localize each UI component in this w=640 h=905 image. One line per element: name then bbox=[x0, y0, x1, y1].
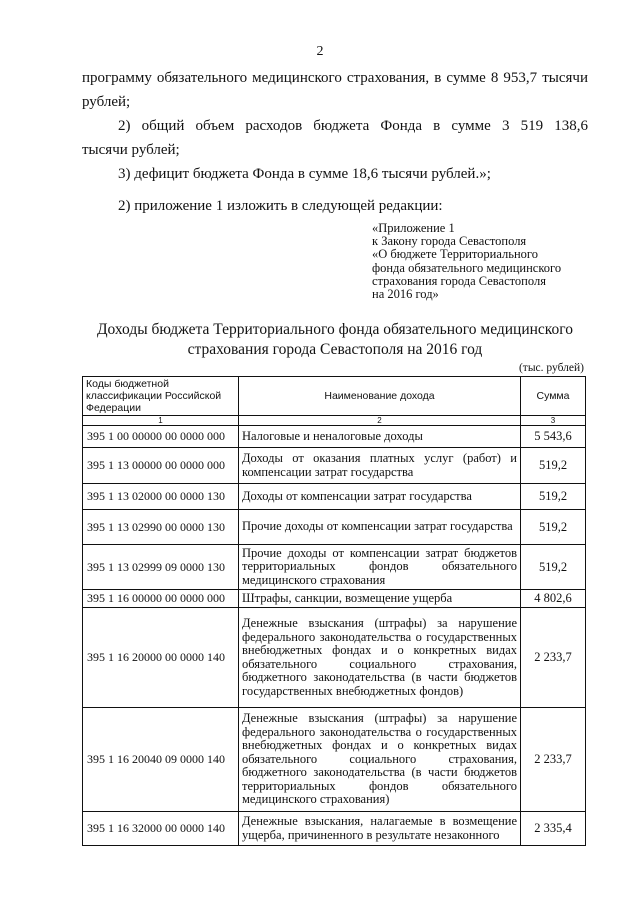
row-name: Денежные взыскания, налагаемые в возмещение ущерба, причиненного в результате незаконного bbox=[239, 812, 521, 846]
row-sum: 4 802,6 bbox=[521, 590, 586, 608]
appendix-line: к Закону города Севастополя bbox=[372, 234, 527, 249]
row-sum: 519,2 bbox=[521, 448, 586, 484]
row-sum: 2 233,7 bbox=[521, 608, 586, 708]
row-code: 395 1 13 00000 00 0000 000 bbox=[83, 448, 239, 484]
appendix-line: страхования города Севастополя bbox=[372, 273, 546, 288]
header-code: Коды бюджетной классификации Российской Федерации bbox=[83, 377, 239, 416]
paragraph-1-line-1: программу обязательного медицинского страхования, в сумме 8 953,7 тысячи bbox=[82, 70, 588, 86]
appendix-line: на 2016 год» bbox=[372, 287, 439, 302]
row-sum: 2 233,7 bbox=[521, 708, 586, 812]
row-code: 395 1 16 20040 09 0000 140 bbox=[83, 708, 239, 812]
table-row bbox=[83, 545, 586, 590]
table-row bbox=[83, 590, 586, 608]
row-name: Доходы от оказания платных услуг (работ) и компенсации затрат государства bbox=[239, 448, 521, 484]
header-sum: Сумма bbox=[521, 377, 586, 416]
row-sum: 519,2 bbox=[521, 510, 586, 545]
column-number: 1 bbox=[83, 416, 239, 426]
header-name: Наименование дохода bbox=[239, 377, 521, 416]
table-row bbox=[83, 426, 586, 448]
title-line-1: Доходы бюджета Территориального фонда обязательного медицинского bbox=[96, 321, 574, 338]
appendix-line: «Приложение 1 bbox=[372, 221, 455, 235]
column-number: 2 bbox=[239, 416, 521, 426]
table-row bbox=[83, 608, 586, 708]
row-sum: 5 543,6 bbox=[521, 426, 586, 448]
paragraph-3: 3) дефицит бюджета Фонда в сумме 18,6 тысячи рублей.»; bbox=[118, 166, 491, 182]
paragraph-4: 2) приложение 1 изложить в следующей редакции: bbox=[118, 198, 443, 214]
row-name: Налоговые и неналоговые доходы bbox=[239, 426, 521, 448]
table-row bbox=[83, 510, 586, 545]
title-line-2: страхования города Севастополя на 2016 год bbox=[187, 341, 483, 358]
revenue-table bbox=[82, 376, 586, 846]
unit-note: (тыс. рублей) bbox=[518, 362, 584, 374]
paragraph-2-line-1: 2) общий объем расходов бюджета Фонда в сумме 3 519 138,6 bbox=[118, 118, 588, 134]
table-title bbox=[90, 320, 580, 360]
appendix-line: «О бюджете Территориального bbox=[372, 247, 538, 262]
table-row bbox=[83, 812, 586, 846]
row-code: 395 1 16 32000 00 0000 140 bbox=[83, 812, 239, 846]
row-code: 395 1 13 02999 09 0000 130 bbox=[83, 545, 239, 590]
row-sum: 519,2 bbox=[521, 545, 586, 590]
table-row bbox=[83, 448, 586, 484]
page-number: 2 bbox=[316, 44, 324, 59]
row-name: Денежные взыскания (штрафы) за нарушение федерального законодательства о государственных внебюджетных фондах и о конкретных видах обязательного социального страхования, бюджетного законодательства (в части бюджетов территориальных фондов обязательного медицинского страхования) bbox=[239, 708, 521, 812]
row-code: 395 1 00 00000 00 0000 000 bbox=[83, 426, 239, 448]
appendix-header bbox=[372, 222, 602, 301]
row-code: 395 1 16 00000 00 0000 000 bbox=[83, 590, 239, 608]
row-code: 395 1 13 02000 00 0000 130 bbox=[83, 484, 239, 510]
row-name: Прочие доходы от компенсации затрат бюджетов территориальных фондов обязательного медицинского страхования bbox=[239, 545, 521, 590]
table-row bbox=[83, 484, 586, 510]
row-name: Штрафы, санкции, возмещение ущерба bbox=[239, 590, 521, 608]
row-name: Денежные взыскания (штрафы) за нарушение федерального законодательства о государственных внебюджетных фондах и о конкретных видах обязательного социального страхования, бюджетного законодательства (в части бюджетов государственных внебюджетных фондов) bbox=[239, 608, 521, 708]
paragraph-1-line-2: рублей; bbox=[82, 94, 131, 110]
row-sum: 2 335,4 bbox=[521, 812, 586, 846]
row-name: Доходы от компенсации затрат государства bbox=[239, 484, 521, 510]
row-name: Прочие доходы от компенсации затрат государства bbox=[239, 510, 521, 545]
row-sum: 519,2 bbox=[521, 484, 586, 510]
column-number: 3 bbox=[521, 416, 586, 426]
appendix-line: фонда обязательного медицинского bbox=[372, 260, 562, 275]
paragraph-2-line-2: тысячи рублей; bbox=[82, 142, 180, 158]
row-code: 395 1 13 02990 00 0000 130 bbox=[83, 510, 239, 545]
table-row bbox=[83, 708, 586, 812]
row-code: 395 1 16 20000 00 0000 140 bbox=[83, 608, 239, 708]
